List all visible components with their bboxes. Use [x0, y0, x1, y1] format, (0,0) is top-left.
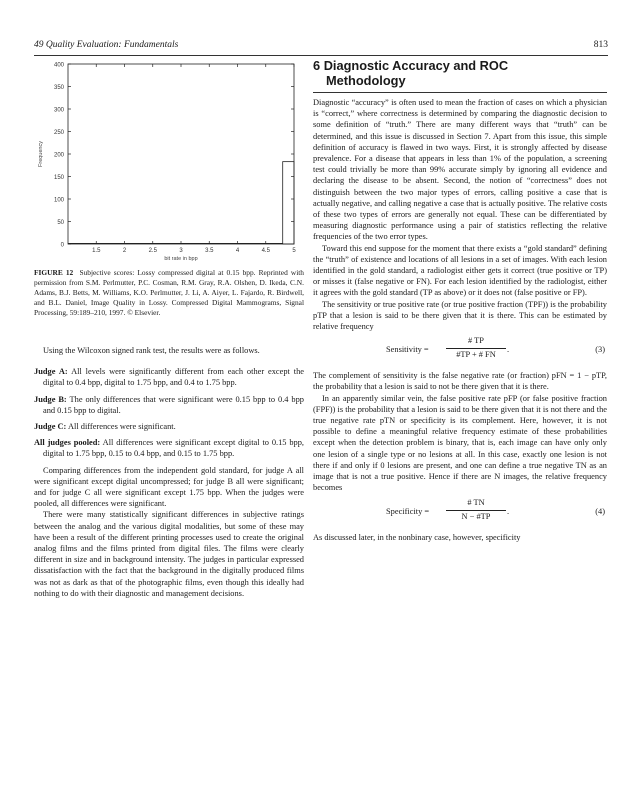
- equation-tail: .: [507, 506, 510, 516]
- running-head: [34, 40, 608, 54]
- judge-result: [34, 421, 304, 432]
- judge-label: All judges pooled:: [34, 438, 101, 448]
- x-tick-label: 3: [179, 248, 183, 254]
- judge-text: All differences were significant.: [67, 422, 176, 432]
- paragraph: Diagnostic “accuracy” is often used to mean the fraction of cases on which a physician is “correct,” where correctness is determined by comparing the diagnostic decision to some definition of “truth.” There are many different ways that “truth” can be determined, and this issue is discussed in Section 7. Apart from this issue, this simple definition of accuracy is flawed in two ways. First, it is strongly affected by disease prevalence. For a disease that appears in less than 1% of the population, a screening test could trivially be more than 99% accurate simply by ignoring all evidence and declaring the disease to be absent. Second, the notion of “correctness” does not distinguish between the two major types of errors, calling positive a case that is actually negative, and calling negative a case that is actually positive. The relative costs of these two types of errors are generally not equal. These can be differentiated by measuring diagnostic performance using a pair of statistics reflecting the relative frequencies of the two error types.: [313, 98, 607, 242]
- y-axis-label: Frequency: [38, 141, 44, 167]
- figure-caption-text: Subjective scores: Lossy compressed digital at 0.15 bpp. Reprinted with permission from S.M. Perlmutter, P.C. Cosman, R.M. Gray, R.A. Olshen, D. Ikeda, C.N. Adams, B.J. Betts, M. Williams, K.O. Perlmutter, J. Li, A. Aiyer, L. Fajardo, R. Birdwell, and B.L. Daniel, Image Quality in Lossy. Compressed Digital Mammograms, Signal Processing, 59:189–210, 1997. © Elsevier.: [34, 268, 305, 317]
- numerator: # TN: [467, 497, 485, 507]
- denominator: #TP + # FN: [456, 350, 496, 360]
- x-tick-label: 1.5: [92, 248, 101, 254]
- x-tick-label: 2: [122, 248, 127, 254]
- paragraph: Comparing differences from the independent gold standard, for judge A all were significant except digital uncompressed; for judge B all were significant; and for judge C all were significant except 1.75 bpp. When the judges were pooled, all differences were significant.: [34, 465, 304, 509]
- y-tick-label: 300: [53, 107, 64, 114]
- equation-sensitivity: [313, 336, 607, 366]
- section-heading: [313, 58, 607, 88]
- header-rule: [34, 55, 608, 56]
- equation-number: (4): [595, 506, 605, 516]
- x-tick-label: 4.5: [261, 248, 270, 254]
- judge-text: All levels were significantly different from each other except the digital to 0.4 bpp, digital to 1.75 bpp, and 0.4 to 1.75 bpp.: [43, 367, 304, 388]
- y-tick-label: 150: [53, 175, 64, 181]
- judge-text: All differences were significant except digital to 0.15 bpp, digital to 1.75 bpp, 0.15 to 0.4 bpp, and 0.15 to 1.75 bpp.: [43, 438, 305, 459]
- y-tick-label: 400: [53, 62, 64, 69]
- section-rule: [313, 92, 607, 93]
- plot-frame: [68, 64, 294, 244]
- running-title: 49 Quality Evaluation: Fundamentals: [34, 40, 179, 50]
- section-title-line2: Methodology: [326, 73, 406, 88]
- section-number: 6: [313, 58, 321, 73]
- y-tick-label: 350: [53, 85, 64, 91]
- page-number: 813: [593, 40, 608, 50]
- y-tick-label: 50: [57, 220, 64, 226]
- paragraph: There were many statistically significant differences in subjective ratings between the analog and the various digital modalities, but some of these may have been a result of the different printing processes used to create the original analog films and the films printed from digital files. The films were clearly different in size and in background intensity. The judges in particular expressed dissatisfaction with the fact that the background in the digitally produced films was not as dark as that of the photographic films, even though this ideally had nothing to do with their diagnostic and management decisions.: [34, 510, 304, 598]
- equation-fraction: [446, 498, 506, 521]
- left-body-text: [34, 345, 304, 599]
- judge-label: Judge C:: [34, 422, 67, 432]
- judge-label: Judge B:: [34, 394, 67, 404]
- judge-result: [34, 437, 304, 459]
- y-tick-label: 250: [53, 130, 64, 136]
- judge-label: Judge A:: [34, 367, 68, 377]
- histogram-bar: [283, 162, 294, 244]
- histogram-chart: [34, 58, 304, 263]
- judge-result: [34, 366, 304, 388]
- right-column: [313, 58, 607, 543]
- paragraph: The sensitivity or true positive rate (or true positive fraction (TPF)) is the probability pTP that a lesion is said to be there given that it is there. This can be estimated by relative frequency: [313, 299, 607, 332]
- equation-lhs: Sensitivity =: [386, 345, 429, 355]
- equation-number: (3): [595, 345, 605, 355]
- x-tick-label: 4: [235, 248, 240, 254]
- paragraph: The complement of sensitivity is the false negative rate (or fraction) pFN = 1 − pTP, the probability that a lesion is said to not be there given that it is there.: [313, 371, 607, 392]
- equation-specificity: [313, 498, 607, 528]
- judge-text: The only differences that were significant were 0.15 bpp to 0.4 bpp and 0.15 bpp to digital.: [43, 394, 304, 415]
- numerator: # TP: [468, 336, 484, 346]
- figure-label: FIGURE 12: [34, 268, 74, 277]
- denominator: N − #TP: [461, 511, 491, 521]
- equation-lhs: Specificity =: [386, 506, 430, 516]
- judge-result: [34, 394, 304, 416]
- paragraph: Toward this end suppose for the moment that there exists a “gold standard” defining the “truth” of existence and locations of all lesions in a set of images. With each lesion identified in the gold standard, a radiologist either gets it correct (true positive or TP) or misses it (false negative or FN). For each lesion identified by the radiologist, either it agrees with the gold standard (TP as above) or it does not (false positive or FP).: [313, 243, 607, 298]
- equation-fraction: [446, 336, 506, 359]
- y-tick-label: 0: [60, 242, 64, 249]
- paragraph: As discussed later, in the nonbinary case, however, specificity: [313, 532, 521, 542]
- x-axis-label: bit rate in bpp: [164, 256, 198, 262]
- section-title-line1: Diagnostic Accuracy and ROC: [323, 58, 509, 73]
- right-body-text: [313, 97, 607, 543]
- x-tick-label: 5: [292, 248, 296, 254]
- equation-tail: .: [507, 345, 510, 355]
- x-tick-label: 3.5: [205, 248, 214, 254]
- y-tick-label: 200: [53, 152, 64, 159]
- wilcoxon-intro: Using the Wilcoxon signed rank test, the results were as follows.: [43, 346, 260, 355]
- x-tick-label: 2.5: [148, 248, 157, 254]
- figure-caption: [34, 268, 304, 318]
- paragraph: In an apparently similar vein, the false positive rate pFP (or false positive fraction (FPF)) is the probability that a lesion is said to be there given that it is not there and the true negative rate pTN or specificity is its complement. Here, however, it is not possible to define a meaningful relative frequency estimate of these probabilities except when the detection problem is binary, that is, each image can have only only one lesion of a single type or no lesions at all. In this case, exactly one lesion is not there if and only if 0 lesions are present, and one can define a true negative TN as an image that is not a true positive. Hence if there are N images, the relative frequency becomes: [313, 393, 607, 493]
- y-tick-label: 100: [53, 197, 64, 204]
